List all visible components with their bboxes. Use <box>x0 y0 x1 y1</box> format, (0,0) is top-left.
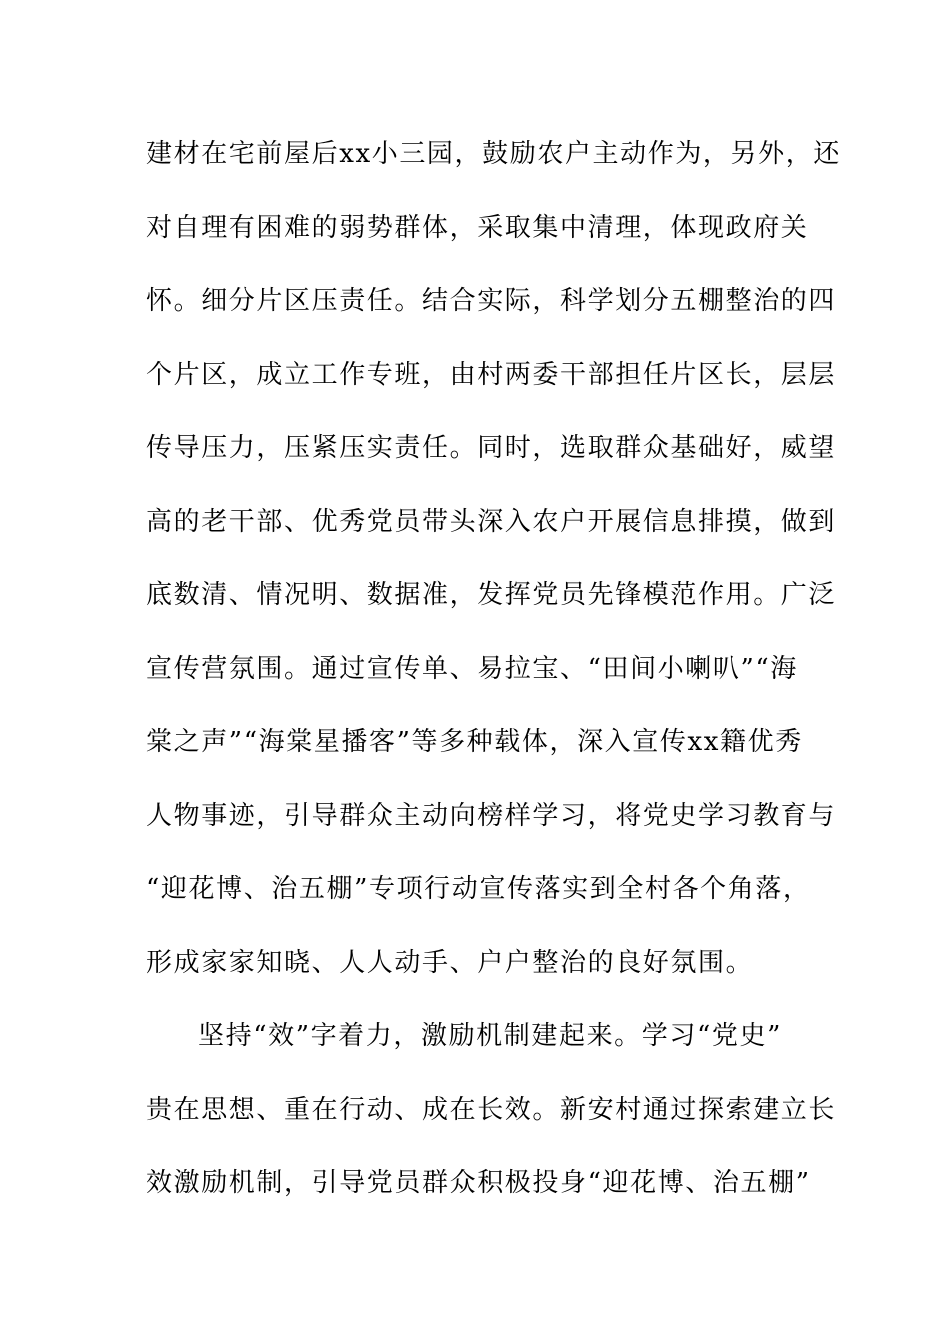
text-line-15: 效激励机制，引导党员群众积极投身“迎花博、治五棚” <box>146 1168 811 1198</box>
text-line-2: 对自理有困难的弱势群体，采取集中清理，体现政府关 <box>146 212 809 243</box>
text-line-14: 贵在思想、重在行动、成在长效。新安村通过探索建立长 <box>146 1094 837 1125</box>
text-line-12: 形成家家知晓、人人动手、户户整治的良好氛围。 <box>146 947 754 978</box>
text-line-10: 人物事迹，引导群众主动向榜样学习，将党史学习教育与 <box>146 800 837 831</box>
text-line-7: 底数清、情况明、数据准，发挥党员先锋模范作用。广泛 <box>146 580 837 610</box>
text-line-6: 高的老干部、优秀党员带头深入农户开展信息排摸，做到 <box>146 506 837 537</box>
text-line-3: 怀。细分片区压责任。结合实际，科学划分五棚整治的四 <box>146 286 837 316</box>
text-line-1: 建材在宅前屋后xx小三园，鼓励农户主动作为，另外，还 <box>146 139 841 169</box>
text-line-8: 宣传营氛围。通过宣传单、易拉宝、“田间小喇叭”“海 <box>146 653 798 684</box>
text-line-5: 传导压力，压紧压实责任。同时，选取群众基础好，威望 <box>146 433 837 463</box>
text-line-4: 个片区，成立工作专班，由村两委干部担任片区长，层层 <box>146 359 837 390</box>
text-line-9: 棠之声”“海棠星播客”等多种载体，深入宣传xx籍优秀 <box>146 727 803 757</box>
body-text <box>146 124 841 1227</box>
paragraph-start-line: 坚持“效”字着力，激励机制建起来。学习“党史” <box>198 1021 782 1051</box>
text-line-11: “迎花博、治五棚”专项行动宣传落实到全村各个角落， <box>146 874 811 904</box>
